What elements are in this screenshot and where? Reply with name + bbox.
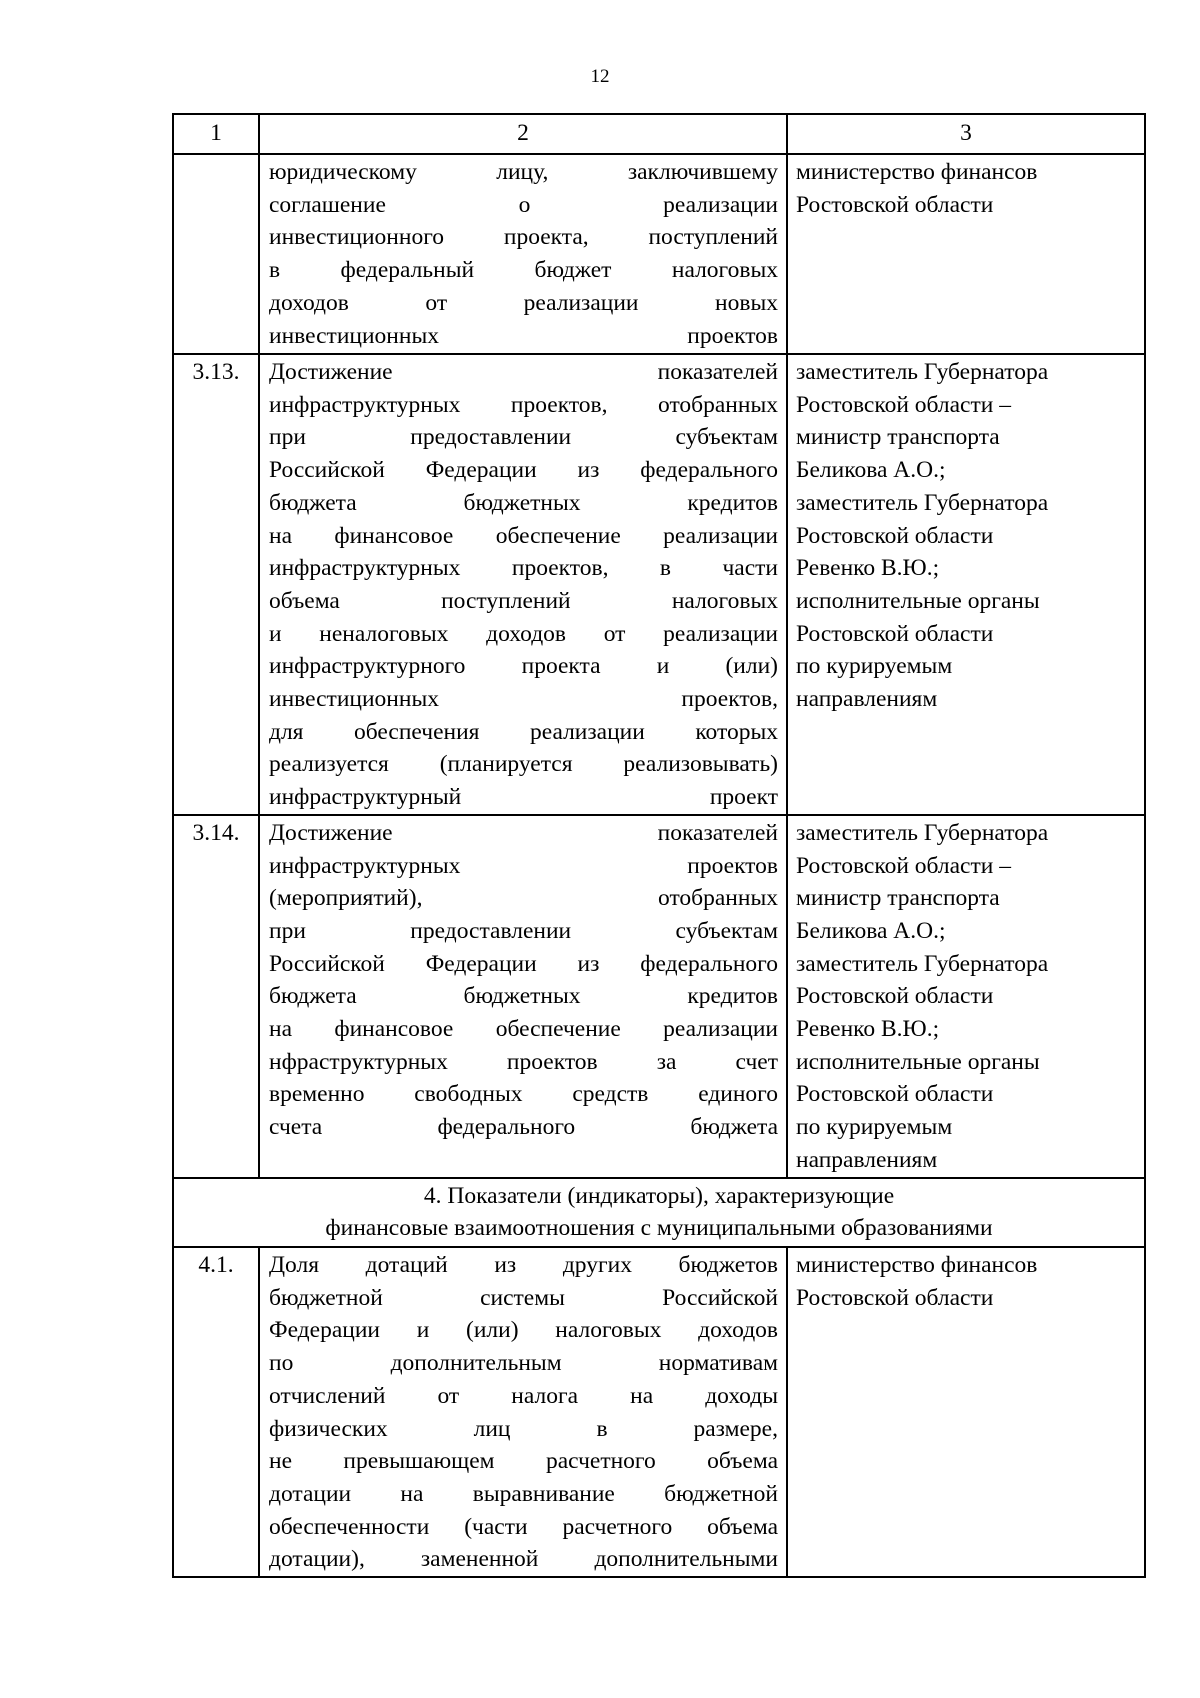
desc-line: счета федерального бюджета	[269, 1114, 778, 1141]
desc-line: инвестиционных проектов	[269, 322, 778, 349]
desc-line: и неналоговых доходов от реализации	[269, 620, 778, 647]
table-row	[173, 354, 1145, 815]
row-description	[259, 354, 787, 815]
desc-line: бюджета бюджетных кредитов	[269, 983, 778, 1010]
desc-line: инфраструктурных проектов	[269, 852, 778, 879]
section-heading	[173, 1178, 1145, 1247]
resp-line: Беликова А.О.;	[796, 917, 946, 944]
resp-line: Ревенко В.Ю.;	[796, 1016, 940, 1043]
resp-line: министр транспорта	[796, 885, 1000, 912]
desc-line: в федеральный бюджет налоговых	[269, 257, 778, 284]
desc-line: реализуется (планируется реализовывать)	[269, 751, 778, 778]
resp-line: Беликова А.О.;	[796, 457, 946, 484]
header-col-3: 3	[787, 114, 1145, 154]
resp-line: исполнительные органы	[796, 1048, 1040, 1075]
resp-line: Ростовской области	[796, 983, 994, 1010]
desc-line: обеспеченности (части расчетного объема	[269, 1513, 778, 1540]
row-description	[259, 815, 787, 1178]
resp-line: Ростовской области	[796, 1081, 994, 1108]
resp-line: министерство финансов	[796, 1251, 1038, 1278]
desc-line: Достижение показателей	[269, 819, 778, 846]
desc-line: отчислений от налога на доходы	[269, 1382, 778, 1409]
table-header-row	[173, 114, 1145, 154]
section-heading-line: 4. Показатели (индикаторы), характеризующие	[423, 1182, 895, 1209]
section-row	[173, 1178, 1145, 1247]
resp-line: исполнительные органы	[796, 587, 1040, 614]
row-number: 4.1.	[173, 1247, 259, 1577]
resp-line: Ростовской области –	[796, 852, 1011, 879]
desc-line: по дополнительным нормативам	[269, 1350, 778, 1377]
resp-line: заместитель Губернатора	[796, 819, 1049, 846]
table-row	[173, 815, 1145, 1178]
resp-line: Ревенко В.Ю.;	[796, 555, 940, 582]
resp-line: Ростовской области	[796, 522, 994, 549]
header-col-1: 1	[173, 114, 259, 154]
desc-line: дотации), замененной дополнительными	[269, 1546, 778, 1573]
desc-line: бюджета бюджетных кредитов	[269, 489, 778, 516]
desc-line: доходов от реализации новых	[269, 289, 778, 316]
row-number: 3.14.	[173, 815, 259, 1178]
resp-line: заместитель Губернатора	[796, 950, 1049, 977]
desc-line: объема поступлений налоговых	[269, 587, 778, 614]
desc-line: Достижение показателей	[269, 359, 778, 385]
desc-line: инвестиционных проектов,	[269, 686, 778, 713]
desc-line: инфраструктурных проектов, в части	[269, 555, 778, 582]
row-description	[259, 154, 787, 354]
desc-line: нфраструктурных проектов за счет	[269, 1048, 778, 1075]
resp-line: Ростовской области	[796, 191, 994, 218]
resp-line: направлениям	[796, 1146, 938, 1173]
desc-line: инвестиционного проекта, поступлений	[269, 224, 778, 251]
desc-line: Доля дотаций из других бюджетов	[269, 1251, 778, 1278]
desc-line: временно свободных средств единого	[269, 1081, 778, 1108]
desc-line: Российской Федерации из федерального	[269, 457, 778, 484]
desc-line: при предоставлении субъектам	[269, 424, 778, 451]
table-row	[173, 1247, 1145, 1577]
resp-line: заместитель Губернатора	[796, 359, 1049, 385]
desc-line: на финансовое обеспечение реализации	[269, 522, 778, 549]
indicators-table	[172, 113, 1146, 1578]
section-heading-line: финансовые взаимоотношения с муниципальными образованиями	[325, 1215, 993, 1242]
desc-line: юридическому лицу, заключившему	[269, 159, 778, 185]
row-responsible	[787, 154, 1145, 354]
desc-line: инфраструктурных проектов, отобранных	[269, 391, 778, 418]
desc-line: соглашение о реализации	[269, 191, 778, 218]
desc-line: Федерации и (или) налоговых доходов	[269, 1317, 778, 1344]
row-description	[259, 1247, 787, 1577]
resp-line: Ростовской области	[796, 620, 994, 647]
row-responsible	[787, 1247, 1145, 1577]
desc-line: при предоставлении субъектам	[269, 917, 778, 944]
resp-line: заместитель Губернатора	[796, 489, 1049, 516]
desc-line: дотации на выравнивание бюджетной	[269, 1480, 778, 1507]
resp-line: Ростовской области	[796, 1284, 994, 1311]
desc-line: (мероприятий), отобранных	[269, 885, 778, 912]
row-responsible	[787, 354, 1145, 815]
desc-line: инфраструктурный проект	[269, 784, 778, 811]
row-number	[173, 154, 259, 354]
resp-line: по курируемым	[796, 1114, 953, 1141]
resp-line: Ростовской области –	[796, 391, 1011, 418]
row-number: 3.13.	[173, 354, 259, 815]
header-col-2: 2	[259, 114, 787, 154]
resp-line: министерство финансов	[796, 159, 1038, 185]
page-number: 12	[590, 66, 610, 87]
desc-line: бюджетной системы Российской	[269, 1284, 778, 1311]
resp-line: направлениям	[796, 686, 938, 713]
resp-line: министр транспорта	[796, 424, 1000, 451]
desc-line: Российской Федерации из федерального	[269, 950, 778, 977]
desc-line: на финансовое обеспечение реализации	[269, 1016, 778, 1043]
desc-line: инфраструктурного проекта и (или)	[269, 653, 778, 680]
row-responsible	[787, 815, 1145, 1178]
desc-line: не превышающем расчетного объема	[269, 1448, 778, 1475]
desc-line: для обеспечения реализации которых	[269, 718, 778, 745]
resp-line: по курируемым	[796, 653, 953, 680]
desc-line: физических лиц в размере,	[269, 1415, 778, 1442]
table-row	[173, 154, 1145, 354]
